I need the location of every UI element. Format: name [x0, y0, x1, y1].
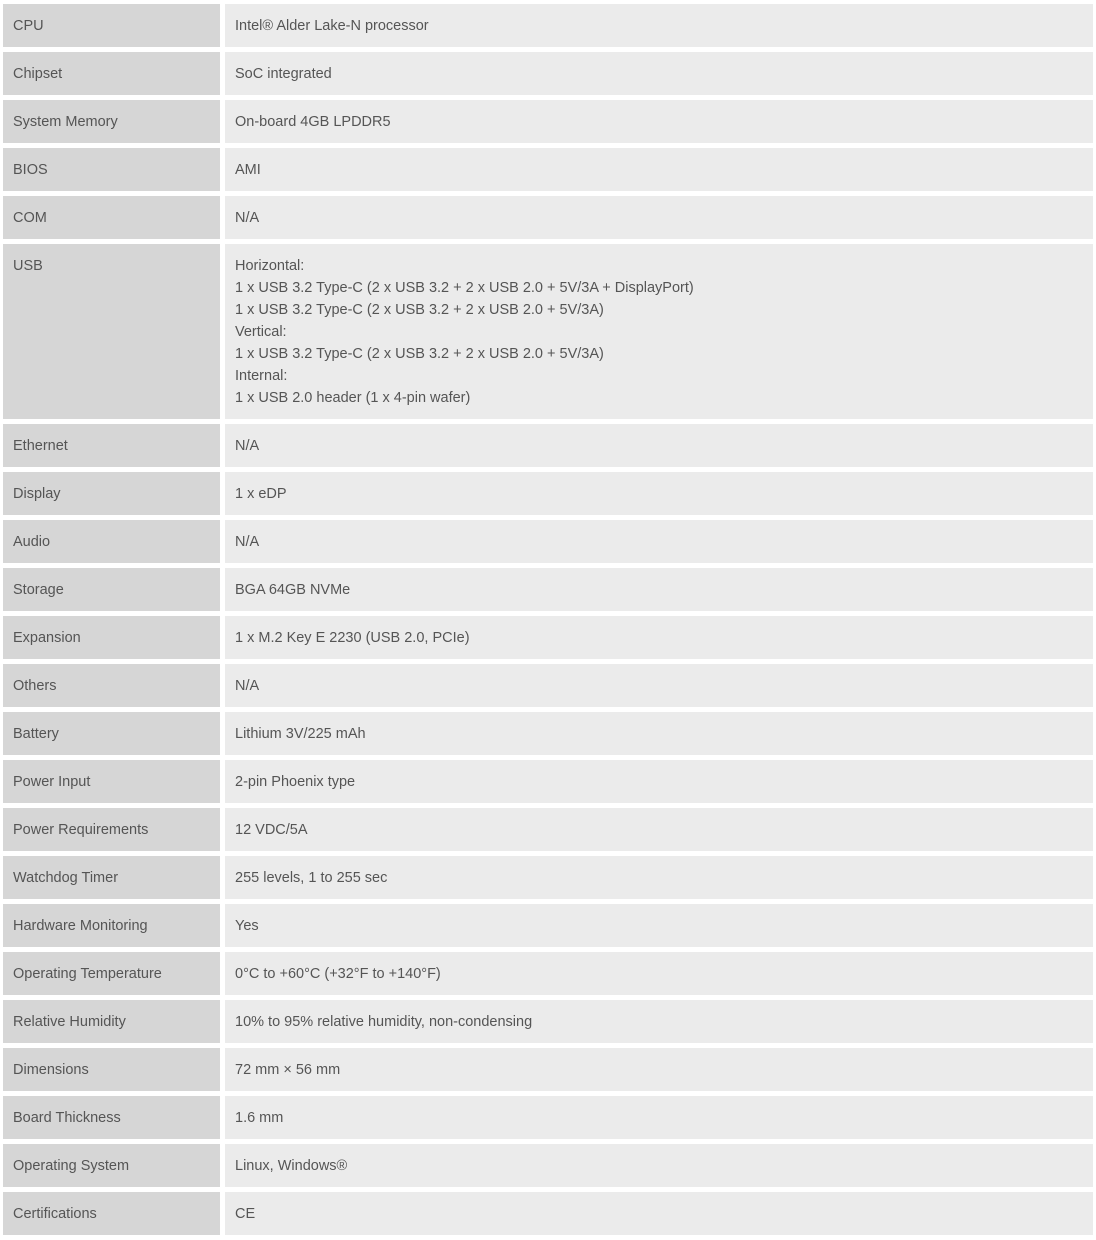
- spec-value-line: 0°C to +60°C (+32°F to +140°F): [235, 966, 441, 982]
- spec-row: [3, 568, 1093, 611]
- spec-value-line: 1.6 mm: [235, 1110, 284, 1126]
- spec-value: [225, 4, 1093, 47]
- spec-row: [3, 4, 1093, 47]
- spec-label: System Memory: [3, 100, 220, 143]
- spec-row: [3, 424, 1093, 467]
- spec-label: Hardware Monitoring: [3, 904, 220, 947]
- spec-value: [225, 1048, 1093, 1091]
- spec-value: [225, 568, 1093, 611]
- spec-label: Watchdog Timer: [3, 856, 220, 899]
- spec-row: [3, 472, 1093, 515]
- spec-value: [225, 472, 1093, 515]
- spec-label: Display: [3, 472, 220, 515]
- spec-value: [225, 520, 1093, 563]
- spec-label: Certifications: [3, 1192, 220, 1235]
- spec-row: [3, 664, 1093, 707]
- spec-value: [225, 100, 1093, 143]
- spec-row: [3, 1000, 1093, 1043]
- spec-label: Relative Humidity: [3, 1000, 220, 1043]
- spec-value: [225, 952, 1093, 995]
- spec-value-line: Vertical:: [235, 324, 287, 340]
- spec-value-line: On-board 4GB LPDDR5: [235, 114, 391, 130]
- spec-value-line: BGA 64GB NVMe: [235, 582, 351, 598]
- spec-value-line: AMI: [235, 162, 261, 178]
- spec-label: Expansion: [3, 616, 220, 659]
- spec-label: Storage: [3, 568, 220, 611]
- spec-value-line: Yes: [235, 918, 259, 934]
- spec-value-line: 1 x USB 3.2 Type-C (2 x USB 3.2 + 2 x USB 2.0 + 5V/3A): [235, 346, 604, 362]
- spec-value: [225, 904, 1093, 947]
- spec-row: [3, 616, 1093, 659]
- spec-value: [225, 244, 1093, 419]
- spec-label: Dimensions: [3, 1048, 220, 1091]
- spec-value-line: 10% to 95% relative humidity, non-condensing: [235, 1014, 533, 1030]
- spec-value: [225, 760, 1093, 803]
- spec-value: [225, 808, 1093, 851]
- spec-row: [3, 1192, 1093, 1235]
- spec-row: [3, 904, 1093, 947]
- spec-row: [3, 244, 1093, 419]
- spec-value: [225, 1144, 1093, 1187]
- spec-row: [3, 520, 1093, 563]
- spec-value: [225, 856, 1093, 899]
- spec-label: Power Requirements: [3, 808, 220, 851]
- spec-value-line: 1 x USB 3.2 Type-C (2 x USB 3.2 + 2 x USB 2.0 + 5V/3A + DisplayPort): [235, 280, 694, 296]
- spec-label: Operating Temperature: [3, 952, 220, 995]
- spec-value-line: 255 levels, 1 to 255 sec: [235, 870, 388, 886]
- spec-value-line: 72 mm × 56 mm: [235, 1062, 341, 1078]
- spec-value-line: Internal:: [235, 368, 288, 384]
- spec-label: Board Thickness: [3, 1096, 220, 1139]
- spec-row: [3, 148, 1093, 191]
- spec-value: [225, 148, 1093, 191]
- spec-value: [225, 616, 1093, 659]
- spec-row: [3, 1144, 1093, 1187]
- spec-row: [3, 712, 1093, 755]
- spec-row: [3, 100, 1093, 143]
- spec-value-line: Intel® Alder Lake-N processor: [235, 18, 429, 34]
- spec-value-line: 1 x eDP: [235, 486, 287, 502]
- spec-row: [3, 1096, 1093, 1139]
- spec-table: [3, 4, 1093, 1240]
- spec-value-line: 1 x M.2 Key E 2230 (USB 2.0, PCIe): [235, 630, 470, 646]
- spec-row: [3, 196, 1093, 239]
- spec-value-line: N/A: [235, 678, 260, 694]
- spec-value: [225, 1096, 1093, 1139]
- spec-value-line: N/A: [235, 438, 260, 454]
- spec-label: CPU: [3, 4, 220, 47]
- spec-value: [225, 664, 1093, 707]
- spec-value: [225, 1192, 1093, 1235]
- spec-row: [3, 808, 1093, 851]
- spec-value: [225, 196, 1093, 239]
- spec-row: [3, 1048, 1093, 1091]
- spec-value-line: 2-pin Phoenix type: [235, 774, 356, 790]
- spec-row: [3, 856, 1093, 899]
- spec-label: Others: [3, 664, 220, 707]
- spec-value: [225, 712, 1093, 755]
- spec-row: [3, 52, 1093, 95]
- spec-value: [225, 424, 1093, 467]
- spec-label: Chipset: [3, 52, 220, 95]
- spec-label: Ethernet: [3, 424, 220, 467]
- spec-value-line: Horizontal:: [235, 258, 305, 274]
- spec-value: [225, 1000, 1093, 1043]
- spec-label: BIOS: [3, 148, 220, 191]
- spec-row: [3, 760, 1093, 803]
- spec-value-line: CE: [235, 1206, 256, 1222]
- spec-value: [225, 52, 1093, 95]
- spec-value-line: N/A: [235, 534, 260, 550]
- spec-value-line: N/A: [235, 210, 260, 226]
- spec-row: [3, 952, 1093, 995]
- spec-label: Power Input: [3, 760, 220, 803]
- spec-value-line: 1 x USB 2.0 header (1 x 4-pin wafer): [235, 390, 471, 406]
- spec-value-line: 12 VDC/5A: [235, 822, 308, 838]
- spec-label: USB: [3, 244, 220, 419]
- spec-label: COM: [3, 196, 220, 239]
- spec-value-line: Linux, Windows®: [235, 1158, 348, 1174]
- spec-label: Battery: [3, 712, 220, 755]
- spec-label: Audio: [3, 520, 220, 563]
- spec-value-line: SoC integrated: [235, 66, 332, 82]
- spec-value-line: 1 x USB 3.2 Type-C (2 x USB 3.2 + 2 x USB 2.0 + 5V/3A): [235, 302, 604, 318]
- spec-label: Operating System: [3, 1144, 220, 1187]
- spec-value-line: Lithium 3V/225 mAh: [235, 726, 366, 742]
